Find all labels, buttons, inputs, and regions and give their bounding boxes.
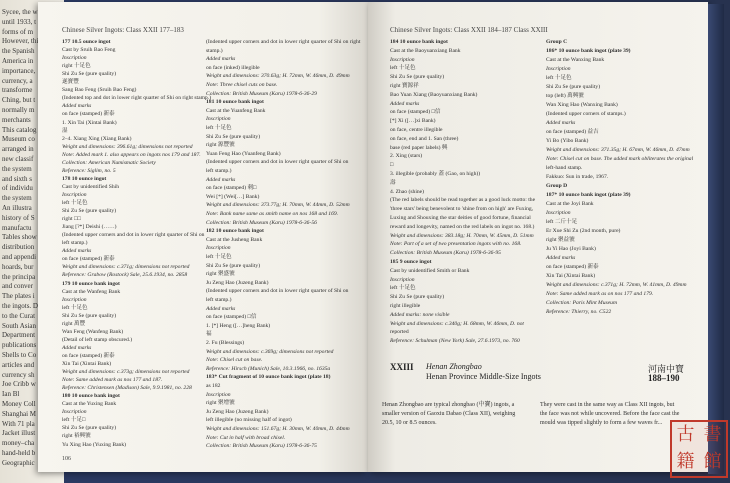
- back-page-line: articles and: [2, 360, 35, 369]
- catalogue-line: (Detail of left stamp obscured.): [62, 336, 133, 343]
- catalogue-line: reward and longevity, named on the red labels on ingot no. 168.): [390, 223, 535, 230]
- catalogue-line: right 聚盛號: [206, 271, 235, 278]
- catalogue-line: Added marks: [206, 176, 236, 183]
- back-page-line: Geographic: [2, 458, 35, 467]
- catalogue-line: Inscription: [390, 276, 415, 283]
- back-page-line: manufactu: [2, 223, 32, 232]
- catalogue-line: Xin Tai (Xintai Bank): [62, 361, 112, 367]
- catalogue-line: (The red labels should be read together as a good luck motto: the: [390, 197, 536, 204]
- catalogue-line: Reference: Siglim, no. 5: [62, 167, 116, 174]
- catalogue-line: (Indented upper corners and dot in lower right quarter of Shi on: [206, 288, 349, 295]
- catalogue-line: Note: Part of a set of two presentation ingots with no. 168.: [390, 241, 522, 248]
- back-page-line: Ian Bl: [2, 390, 20, 399]
- intro-line: 20.5, 10 or 8.5 ounces.: [382, 420, 437, 426]
- catalogue-line: Note: Three chisel cuts on base.: [206, 82, 278, 88]
- catalogue-line: Bao Yuan Xiang (Baoyuanxiang Bank): [390, 91, 478, 98]
- back-page-line: America in: [2, 57, 34, 65]
- intro-line: Henan Zhongbao are typical zhongbao (中寶) ingots, a: [382, 402, 515, 408]
- catalogue-line: Weight and dimensions: c.371g; dimensions not reported: [62, 264, 190, 271]
- catalogue-line: 2–4. Xiang Xing (Xiang Bank): [62, 135, 132, 142]
- catalogue-line: Weight and dimensions: 370.63g; H. 72mm, W. 46mm, D. 49mm: [206, 73, 350, 80]
- catalogue-line: 湿: [62, 127, 68, 134]
- catalogue-line: 177 10.5 ounce ingot: [62, 39, 111, 45]
- catalogue-line: Xin Tai (Xintai Bank): [546, 273, 596, 279]
- catalogue-line: Cast at the Jusheng Bank: [206, 236, 263, 243]
- catalogue-line: left 十足色: [206, 125, 232, 131]
- catalogue-line: Added marks: [206, 56, 236, 63]
- catalogue-line: (Indented upper corners and dot in lower right quarter of Shi on: [62, 232, 205, 239]
- section-subtitle: Henan Province Middle-Size Ingots: [426, 372, 541, 381]
- catalogue-line: Cast at the Joyi Bank: [546, 201, 594, 207]
- catalogue-line: Collection: American Numismatic Society: [62, 159, 156, 166]
- catalogue-line: Reference: Hirsch (Munich) Sale, 10.3.1966, no. 1635a: [206, 365, 331, 372]
- catalogue-line: Note: Cut in half with broad chisel.: [206, 434, 286, 441]
- catalogue-line: (Indented top and dot in lower right quarter of Shi on right stamp.): [62, 95, 211, 102]
- left-running-header: Chinese Silver Ingots: Class XXII 177–183: [62, 26, 184, 34]
- catalogue-line: on face (stamped) 新泰: [62, 256, 115, 263]
- catalogue-line: Weight and dimensions: c.373g; dimensions not reported: [62, 369, 190, 376]
- catalogue-line: (Indented upper corners and dot in lower right quarter of Shi on right: [206, 39, 361, 45]
- back-page-line: An illustra: [2, 204, 32, 212]
- catalogue-line: Added marks: none visible: [390, 311, 450, 318]
- library-seal-stamp: [670, 420, 728, 478]
- right-page: [368, 2, 708, 472]
- catalogue-line: Note: Bank name same as smith name on nos 168 and 169.: [206, 211, 339, 217]
- catalogue-line: 186* 10 ounce bank ingot (plate 39): [546, 48, 631, 54]
- catalogue-line: top (left) 萬興號: [546, 93, 584, 99]
- intro-line: mould was tipped slightly to form a few waves fr...: [540, 420, 663, 426]
- section-numeral: XXIII: [390, 362, 414, 372]
- catalogue-line: left 十足色: [390, 285, 416, 292]
- catalogue-line: Inscription: [206, 116, 231, 123]
- catalogue-line: left illegible (no missing half of ingot): [206, 417, 292, 424]
- back-page-line: Money Coll: [2, 400, 36, 408]
- back-page-line: new classif: [2, 155, 34, 163]
- catalogue-line: Shi Zu Se (pure quality): [390, 74, 445, 81]
- back-page-line: to the Curat: [2, 311, 36, 320]
- catalogue-line: [*] Xi ([…]xi Bank): [390, 118, 436, 125]
- back-page-line: normally m: [2, 106, 35, 114]
- catalogue-line: on face (inked) illegible: [206, 64, 260, 71]
- catalogue-line: left-hand stamp.: [546, 165, 583, 171]
- back-page-line: and sixth s: [2, 174, 32, 183]
- back-page-line: of individu: [2, 184, 33, 193]
- intro-line: smaller version of Gaoxiu Dabao (Class XII), weighing: [382, 411, 516, 417]
- back-page-line: currency sh: [2, 370, 35, 379]
- back-page-line: Museum co: [2, 135, 35, 144]
- back-page-line: However, thi: [2, 37, 39, 46]
- catalogue-line: Wan Feng (Wanfeng Bank): [62, 328, 124, 335]
- catalogue-line: Wan Xing Hao (Wanxing Bank): [546, 102, 618, 108]
- catalogue-line: on face, end and 1. San (three): [390, 135, 459, 142]
- catalogue-line: Wei [*] (Wei[…] Bank): [206, 193, 260, 200]
- catalogue-line: Weight and dimensions: 371.35g; H. 67mm, W. 46mm, D. 47mm: [546, 147, 690, 153]
- catalogue-line: Shi Zu Se (pure quality): [62, 425, 117, 432]
- seal-char: 古: [676, 424, 695, 445]
- catalogue-line: Group C: [546, 39, 568, 45]
- catalogue-line: Added marks: [62, 248, 92, 255]
- back-page-line: With 71 pla: [2, 419, 35, 428]
- catalogue-line: Weight and dimensions: 151.67g; H. 30mm, W. 40mm, D. 44mm: [206, 426, 350, 432]
- catalogue-line: left 二斤十足: [546, 219, 578, 225]
- back-page-line: South Asian: [2, 321, 37, 330]
- catalogue-line: Inscription: [546, 210, 571, 216]
- back-page-line: the system: [2, 164, 32, 173]
- catalogue-line: Added marks: [206, 305, 236, 312]
- catalogue-line: right □□: [62, 216, 81, 223]
- seal-char: 書: [703, 424, 722, 445]
- catalogue-line: Collection: British Museum (Karu) 1978-6-36-95: [390, 250, 501, 257]
- catalogue-line: on face, centre illegible: [390, 127, 443, 133]
- right-page-stack: [708, 4, 724, 474]
- catalogue-line: Cast at the Yuanfeng Bank: [206, 107, 266, 114]
- catalogue-line: Shi Zu Se (pure quality): [546, 84, 601, 90]
- back-page-line: The plates i: [2, 292, 35, 301]
- back-page-line: the system: [2, 194, 32, 203]
- catalogue-line: 187* 10 ounce bank ingot (plate 39): [546, 192, 631, 198]
- catalogue-line: Inscription: [546, 66, 571, 72]
- catalogue-line: (Indented upper corners of stamps.): [546, 111, 626, 117]
- right-running-header: Chinese Silver Ingots: Class XXII 184–187 Class XXIII: [390, 26, 548, 34]
- catalogue-line: 179 10 ounce bank ingot: [62, 280, 120, 287]
- catalogue-line: Inscription: [206, 391, 231, 398]
- catalogue-line: on face (stamped) □信: [390, 109, 441, 116]
- back-page-line: Department: [2, 331, 36, 340]
- catalogue-line: 4. Zhao (shine): [390, 188, 425, 195]
- catalogue-line: Weight and dimensions: c.340g; H. 68mm, W. 46mm, D. not: [390, 320, 524, 327]
- catalogue-line: 180 10 ounce bank ingot: [62, 393, 120, 400]
- back-page-line: merchants: [2, 115, 31, 124]
- catalogue-line: (Indented upper corners and dot in lower right quarter of Shi on: [206, 159, 349, 166]
- catalogue-line: Shi Zu Se (pure quality): [62, 312, 117, 319]
- catalogue-line: Reference: Grabow (Rostock) Sale, 25.6.1934, no. 2858: [62, 272, 188, 279]
- catalogue-line: on face (stamped) 新泰: [62, 352, 115, 359]
- catalogue-line: Cast at the Yuxing Bank: [62, 401, 117, 408]
- catalogue-line: base (red paper labels) 興: [390, 144, 448, 151]
- left-page-number: 106: [62, 456, 71, 462]
- catalogue-line: Inscription: [62, 409, 87, 416]
- catalogue-line: Ju Zeng Hao (Juzeng Bank): [206, 408, 269, 415]
- back-page-line: Jacket illust: [2, 429, 36, 438]
- back-page-line: Ching, but t: [2, 96, 36, 105]
- back-page-line: the principa: [2, 272, 36, 281]
- catalogue-line: Cast by Sruih Bao Feng: [62, 47, 116, 54]
- catalogue-line: Note: Chisel cut on base.: [206, 357, 263, 364]
- catalogue-line: left 十足色: [546, 75, 572, 81]
- intro-line: They were cast in the same way as Class XII ingots, but: [540, 402, 675, 408]
- catalogue-line: Collection: British Museum (Karu) 1978-6-36-75: [206, 443, 317, 450]
- back-page-line: This catalog: [2, 125, 37, 134]
- catalogue-line: stamp.): [206, 47, 223, 54]
- catalogue-line: Shi Zu Se (pure quality): [206, 262, 261, 269]
- catalogue-line: Cast at the Wanfeng Bank: [62, 288, 121, 295]
- catalogue-line: Ju Zeng Hao (Juzeng Bank): [206, 279, 269, 286]
- catalogue-line: Cast by unidentified Smith or Bank: [390, 267, 470, 274]
- catalogue-line: Note: Added mark 1. also appears on ingots nos 179 and 187.: [62, 151, 201, 158]
- catalogue-line: on face (stamped) 新泰: [546, 264, 599, 270]
- back-page-line: distribution: [2, 243, 35, 252]
- catalogue-line: Shi Zu Se (pure quality): [62, 208, 117, 215]
- catalogue-line: 1. Xin Tai (Xintai Bank): [62, 119, 117, 126]
- back-page-line: publications: [2, 341, 37, 350]
- back-page-line: Joe Cribb w: [2, 380, 36, 389]
- catalogue-line: 178 10 ounce ingot: [62, 175, 107, 182]
- left-page: [38, 2, 368, 472]
- catalogue-line: Shi Zu Se (pure quality): [206, 133, 261, 140]
- catalogue-line: Reference: Schulman (New York) Sale, 27.6.1973, no. 760: [390, 338, 520, 345]
- catalogue-line: on face (stamped) 益吉: [546, 129, 599, 135]
- catalogue-line: on face (stamped) 新泰: [62, 111, 115, 118]
- catalogue-line: Shi Zu Se (pure quality): [62, 71, 117, 78]
- catalogue-line: left 十足色: [390, 65, 416, 72]
- catalogue-line: Inscription: [390, 56, 415, 63]
- catalogue-line: right 源豐號: [206, 142, 235, 149]
- back-page-line: hand-held b: [2, 449, 36, 457]
- catalogue-line: Yi Bo (Yibo Bank): [546, 138, 589, 144]
- back-page-line: transforme: [2, 86, 33, 95]
- back-page-line: the Spanish: [2, 47, 35, 56]
- back-page-line: importance,: [2, 66, 36, 75]
- catalogue-line: Added marks: [62, 344, 92, 351]
- catalogue-line: left stamp.): [206, 297, 232, 303]
- catalogue-line: Luxing and Shouxing the star deities of good fortune, financial: [390, 215, 531, 221]
- catalogue-line: Collection: British Museum (Karu) 1978-6-36-29: [206, 90, 317, 97]
- back-page-line: hoards, bur: [2, 262, 34, 271]
- catalogue-line: left 十足□: [62, 417, 86, 424]
- catalogue-line: Weight and dimensions: c.371g; H. 72mm, W. 41mm, D. 49mm: [546, 282, 687, 288]
- back-page-line: and conver: [2, 282, 33, 291]
- catalogue-line: Added marks: [546, 255, 576, 261]
- back-page-line: forms of m: [2, 27, 34, 36]
- catalogue-line: Sang Bao Feng (Sruih Bao Feng): [62, 87, 137, 94]
- catalogue-line: right illegible: [390, 303, 421, 309]
- section-title: Henan Zhongbao: [426, 362, 482, 371]
- seal-char: 館: [703, 451, 722, 472]
- catalogue-line: right 萬豐: [62, 320, 86, 327]
- catalogue-line: Weight and dimensions: 373.77g; H. 70mm, W. 44mm, D. 52mm: [206, 202, 350, 209]
- catalogue-line: left stamp.): [62, 240, 88, 247]
- section-chinese-title: 河南中寶: [648, 364, 685, 374]
- catalogue-line: Note: Same added mark as on nos 177 and 179.: [546, 291, 654, 297]
- catalogue-line: Fakkuo: Sun in trade, 1967.: [546, 174, 609, 180]
- section-range: 188–190: [648, 373, 680, 383]
- catalogue-line: Cast at the Baoyuanxiang Bank: [390, 47, 461, 54]
- catalogue-line: right 聚益號: [546, 237, 575, 243]
- catalogue-line: 185 9 ounce ingot: [390, 259, 432, 265]
- catalogue-line: Yu Xing Hao (Yuxing Bank): [62, 441, 127, 448]
- catalogue-line: Ju Yi Hao (Joyi Bank): [546, 246, 596, 252]
- catalogue-line: 2. Fu (Blessings): [206, 340, 245, 346]
- catalogue-line: Shi Zu Se (pure quality): [390, 294, 445, 301]
- catalogue-line: reported: [390, 329, 409, 336]
- back-page-line: arranged in: [2, 145, 34, 154]
- catalogue-line: 壽: [390, 179, 396, 186]
- catalogue-line: left stamp.): [206, 168, 232, 174]
- back-page-line: currency, a: [2, 76, 33, 85]
- back-page-line: Shanghai M: [2, 409, 37, 418]
- catalogue-line: 遂寶豐: [62, 79, 79, 86]
- intro-line: the face was not while uncovered. Before the face cast the: [540, 411, 680, 417]
- catalogue-line: 1. [*] Heng ([…]heng Bank): [206, 322, 271, 329]
- back-page-line: Shells to Co: [2, 351, 37, 359]
- catalogue-line: right 裕興號: [62, 433, 91, 440]
- catalogue-line: left 十足色: [62, 304, 88, 311]
- seal-char: 籍: [676, 451, 695, 472]
- back-page-line: Sycee, the w: [2, 8, 38, 16]
- back-page-line: money–cha: [2, 439, 35, 448]
- back-page-line: the ingots. D: [2, 302, 38, 310]
- catalogue-line: Reference: Christensen (Madison) Sale, 9.9.1981, no. 228: [62, 385, 192, 392]
- catalogue-line: Jiang [?*] Deishi (……): [62, 224, 117, 231]
- catalogue-line: Note: Same added mark as nos 177 and 187.: [62, 377, 163, 384]
- catalogue-line: 'three stars' being benevolent to 'shine from on high' are Fuxing,: [390, 206, 534, 213]
- catalogue-line: 182 10 ounce bank ingot: [206, 228, 264, 235]
- catalogue-line: □: [390, 162, 394, 169]
- catalogue-line: Yuan Feng Hao (Yuanfeng Bank): [206, 150, 281, 157]
- catalogue-line: right 十足色: [62, 63, 91, 70]
- catalogue-line: Reference: Thierry, no. C522: [546, 309, 612, 315]
- catalogue-line: on face (stamped) 剌□: [206, 185, 257, 192]
- catalogue-line: Inscription: [206, 245, 231, 252]
- catalogue-line: 福: [206, 331, 212, 338]
- catalogue-line: Weight and dimensions: 383.18g; H. 70mm, W. 45mm, D. 51mm: [390, 232, 534, 239]
- back-page-line: and appendi: [2, 253, 37, 261]
- catalogue-line: Collection: Paris Mint Museum: [546, 300, 618, 306]
- catalogue-line: Added marks: [546, 120, 576, 126]
- catalogue-line: as 182: [206, 383, 221, 389]
- back-page-line: until 1933, t: [2, 17, 37, 26]
- catalogue-line: Er Xue Shi Zu (2nd month, pure): [546, 228, 621, 234]
- catalogue-line: 3. illegible (probably 蓋 (Gao, on high)): [390, 171, 481, 177]
- catalogue-line: Inscription: [62, 296, 87, 303]
- catalogue-line: right 聚增號: [206, 400, 235, 407]
- back-page-line: Tables show: [2, 233, 37, 242]
- catalogue-line: Cast at the Wanxing Bank: [546, 57, 605, 63]
- back-page-line: history of S: [2, 213, 35, 222]
- catalogue-line: Weight and dimensions: c.369g; dimensions not reported: [206, 348, 334, 355]
- catalogue-line: 2. Xing (stars): [390, 153, 423, 160]
- catalogue-line: on face (stamped) □信: [206, 314, 257, 321]
- catalogue-line: Inscription: [62, 191, 87, 198]
- catalogue-line: Note: Chisel cut on base. The added mark obliterates the original: [546, 156, 694, 162]
- catalogue-line: 184 10 ounce bank ingot: [390, 39, 448, 45]
- catalogue-line: 181 10 ounce bank ingot: [206, 99, 264, 106]
- catalogue-line: Collection: British Museum (Karu) 1978-6-36-56: [206, 219, 317, 226]
- catalogue-line: Cast by unidentified Shih: [62, 183, 120, 190]
- catalogue-line: Inscription: [62, 55, 87, 62]
- catalogue-line: Group D: [546, 183, 568, 189]
- catalogue-line: right 寶源祥: [390, 83, 419, 89]
- catalogue-line: Added marks: [62, 103, 92, 110]
- catalogue-line: 183* Cut fragment of 10 ounce bank ingot (plate 18): [206, 374, 331, 381]
- catalogue-line: left 十足色: [206, 254, 232, 260]
- catalogue-line: Weight and dimensions: 396.61g; dimensions not reported: [62, 143, 193, 150]
- catalogue-line: left 十足色: [62, 200, 88, 206]
- catalogue-line: Added marks: [390, 100, 420, 107]
